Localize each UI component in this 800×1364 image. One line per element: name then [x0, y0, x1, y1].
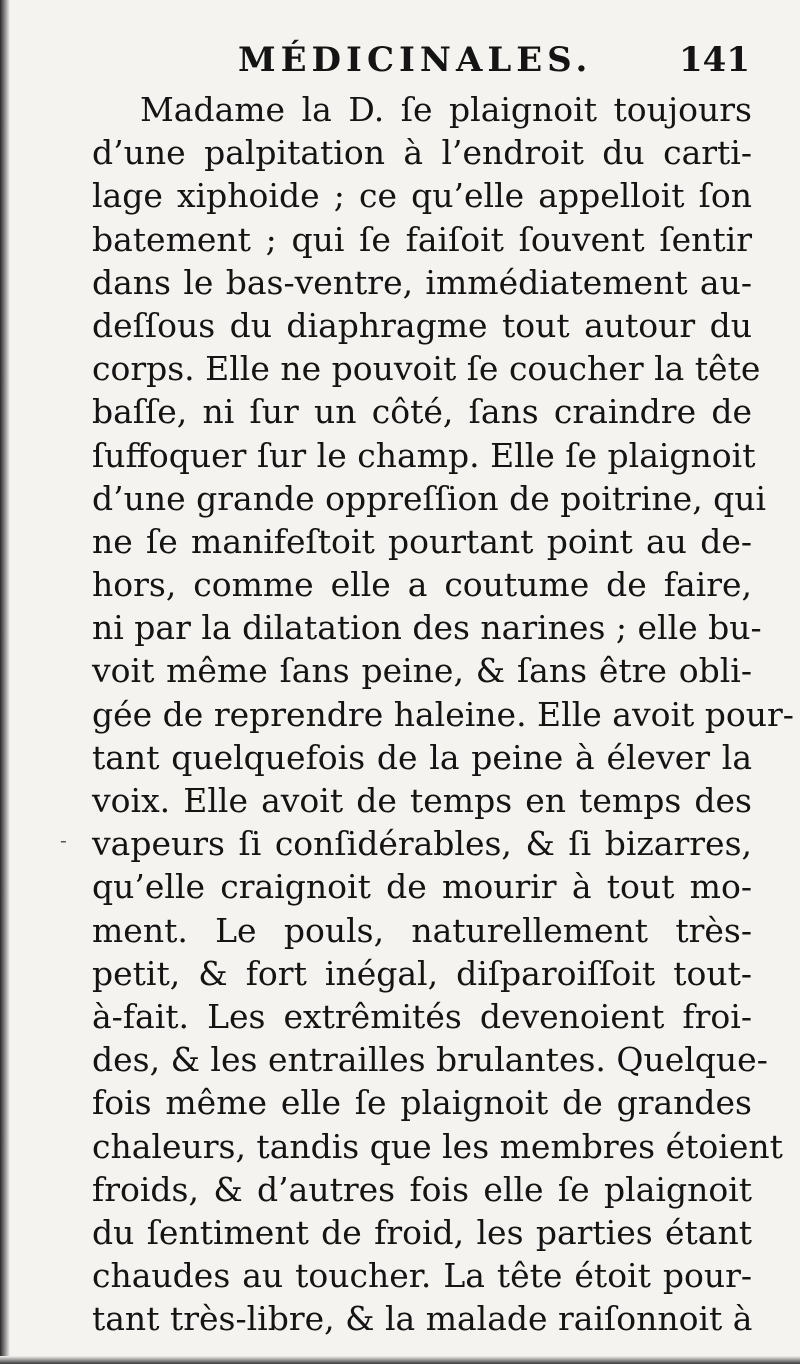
text-line: d’une palpitation à l’endroit du carti-	[92, 133, 752, 173]
text-line: voit même ſans peine, & ſans être obli-	[92, 651, 752, 691]
text-line: chaudes au toucher. La tête étoit pour-	[92, 1256, 752, 1296]
text-line: batement ; qui ſe faiſoit ſouvent ſentir	[92, 219, 752, 259]
text-line: corps. Elle ne pouvoit ſe coucher la tête	[92, 349, 761, 389]
text-line: dans le bas-ventre, immédiatement au-	[92, 262, 752, 302]
text-line: fois même elle ſe plaignoit de grandes	[92, 1083, 752, 1123]
text-line: baſſe, ni ſur un côté, ſans craindre de	[92, 392, 752, 432]
text-line: d’une grande oppreſſion de poitrine, qui	[92, 478, 767, 518]
text-line: lage xiphoide ; ce qu’elle appelloit ſon	[92, 176, 752, 216]
running-title: MÉDICINALES.	[238, 40, 593, 80]
text-line: hors, comme elle a coutume de faire,	[92, 565, 752, 605]
text-line: ſuffoquer ſur le champ. Elle ſe plaignoit	[92, 435, 756, 475]
text-line: ment. Le pouls, naturellement très-	[92, 910, 752, 950]
text-line: tant quelquefois de la peine à élever la	[92, 737, 752, 777]
page-header	[92, 40, 750, 86]
text-line: tant très-libre, & la malade raiſonnoit à	[92, 1299, 753, 1339]
text-line: à-fait. Les extrêmités devenoient froi-	[92, 996, 752, 1036]
margin-mark: -	[60, 828, 67, 852]
page-bottom-shadow	[0, 1356, 800, 1364]
text-line: ne ſe manifeſtoit pourtant point au de-	[92, 521, 752, 561]
text-line: chaleurs, tandis que les membres étoient	[92, 1126, 783, 1166]
body-text	[92, 88, 794, 1340]
text-line: qu’elle craignoit de mourir à tout mo-	[92, 867, 752, 907]
text-line: Madame la D. ſe plaignoit toujours	[140, 90, 752, 129]
page-edge-shadow	[0, 0, 10, 1364]
page-number: 141	[679, 40, 750, 80]
text-line: deſſous du diaphragme tout autour du	[92, 305, 752, 345]
text-line: voix. Elle avoit de temps en temps des	[92, 781, 752, 820]
text-line: des, & les entrailles brulantes. Quelque-	[92, 1040, 768, 1080]
text-line: petit, & fort inégal, diſparoiſſoit tout-	[92, 953, 752, 993]
text-line: vapeurs ſi conſidérables, & ſi bizarres,	[92, 824, 752, 864]
text-line: ni par la dilatation des narines ; elle bu-	[92, 608, 762, 648]
text-line: gée de reprendre haleine. Elle avoit pour-	[92, 694, 794, 734]
text-line: froids, & d’autres fois elle ſe plaignoit	[92, 1169, 752, 1209]
text-line: du ſentiment de froid, les parties étant	[92, 1212, 752, 1252]
